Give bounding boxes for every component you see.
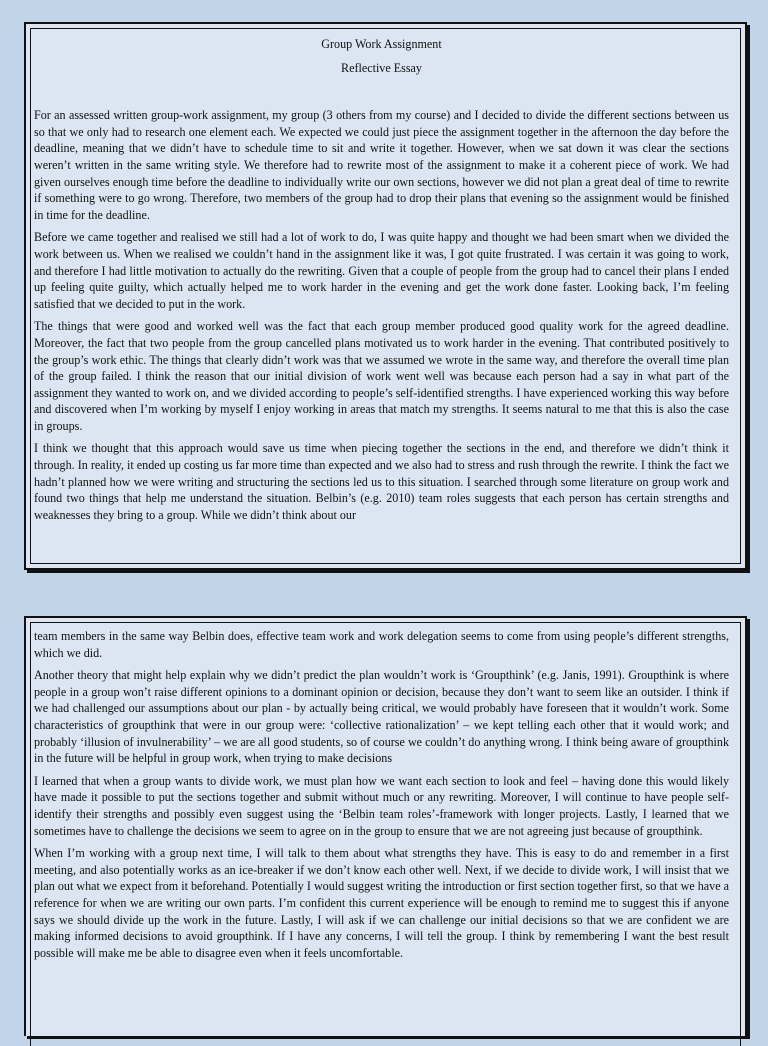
paragraph: For an assessed written group-work assignment, my group (3 others from my course) and I decided to divide the different sections between us so that we only had to research one element each. We expected we could just piece the assignment together in the afternoon the day before the deadline, meaning that we didn’t have to schedule time to sit and write it together. However, when we sat down it was clear the sections weren’t written in the same writing style. We therefore had to rewrite most of the assignment to make it a coherent piece of work. We had given ourselves enough time before the deadline to individually write our own sections, however we did not plan a great deal of time to rewrite if something were to go wrong. Therefore, two members of the group had to drop their plans that evening so the assignment would be finished in time for the deadline. — [34, 108, 729, 222]
paragraph: Before we came together and realised we still had a lot of work to do, I was quite happy and thought we had been smart when we divided the work between us. When we realised we couldn’t hand in the assignment like it was, I got quite frustrated. I was certain it was going to work, and therefore I had little motivation to actually do the rewriting. Given that a couple of people from the group had to cancel their plans I ended up feeling quite guilty, which actually helped me to work harder in the evening and get the work done faster. Looking back, I’m feeling satisfied that we decided to put in the work. — [34, 230, 729, 311]
paragraph: The things that were good and worked well was the fact that each group member produced good quality work for the agreed deadline. Moreover, the fact that two people from the group cancelled plans motivated us to work harder in the evening. That contributed positively to the group’s work ethic. The things that clearly didn’t work was that we assumed we wrote in the same way, and therefore the overall time plan of the group failed. I think the reason that our initial division of work went well was because each person had a say in what part of the assignment they wanted to work on, and we divided according to people’s self-identified strengths. I have experienced working this way before and discovered when I’m working by myself I enjoy working in areas that match my strengths. It seems natural to me that this is also the case in groups. — [34, 319, 729, 433]
document-subtitle: Reflective Essay — [341, 60, 422, 75]
document-title: Group Work Assignment — [321, 37, 442, 51]
document-page-2 — [24, 616, 747, 1036]
page-2-content — [34, 628, 729, 967]
document-page-1 — [24, 22, 747, 570]
paragraph: When I’m working with a group next time, I will talk to them about what strengths they have. This is easy to do and remember in a first meeting, and also potentially works as an ice-breaker if we don’t know each other well. Next, if we decide to divide work, I will insist that we plan out what we expect from it beforehand. Potentially I would suggest writing the introduction or first section together first, so that we have a reference for when we are writing our own parts. I’m confident this current experience will be enough to remind me to suggest this if anyone says we should divide up the work in the future. Lastly, I will ask if we can challenge our initial decisions so that we are confident we are making informed decisions to avoid groupthink. If I have any concerns, I will tell the group. I think by remembering I want the best result possible will make me be able to disagree even when it feels uncomfortable. — [34, 846, 729, 960]
paragraph: Another theory that might help explain why we didn’t predict the plan wouldn’t work is ‘Groupthink’ (e.g. Janis, 1991). Groupthink is where people in a group won’t raise different opinions to a dominant opinion or decision, because they don’t want to seem like an outsider. I think if we had challenged our assumptions about our plan - by actually being critical, we would probably have foreseen that it wouldn’t work. Some characteristics of groupthink that were in our group were: ‘collective rationalization’ – we kept telling each other that it would work; and probably ‘illusion of invulnerability’ – we are all good students, so of course we couldn’t do anything wrong. I think being aware of groupthink in the future will be helpful in group work, when trying to make decisions — [34, 668, 729, 766]
page-1-content — [34, 36, 729, 529]
paragraph: I learned that when a group wants to divide work, we must plan how we want each section to look and feel – having done this would likely have made it possible to put the sections together and submit without much or any rewriting. Moreover, I will continue to have people self-identify their strengths and possibly even suggest using the ‘Belbin team roles’-framework with longer projects. Lastly, I learned that we sometimes have to challenge the decisions we seem to agree on in the group to ensure that we are not agreeing just because of groupthink. — [34, 773, 729, 838]
paragraph: team members in the same way Belbin does, effective team work and work delegation seems to come from using people’s different strengths, which we did. — [34, 629, 729, 660]
paragraph: I think we thought that this approach would save us time when piecing together the sections in the end, and therefore we didn’t think it through. In reality, it ended up costing us far more time than expected and we also had to stress and rush through the rewrite. I think the fact we hadn’t planned how we were writing and structuring the sections led us to this situation. I searched through some literature on group work and found two things that help me understand the situation. Belbin’s (e.g. 2010) team roles suggests that each person has certain strengths and weaknesses they bring to a group. While we didn’t think about our — [34, 441, 729, 522]
